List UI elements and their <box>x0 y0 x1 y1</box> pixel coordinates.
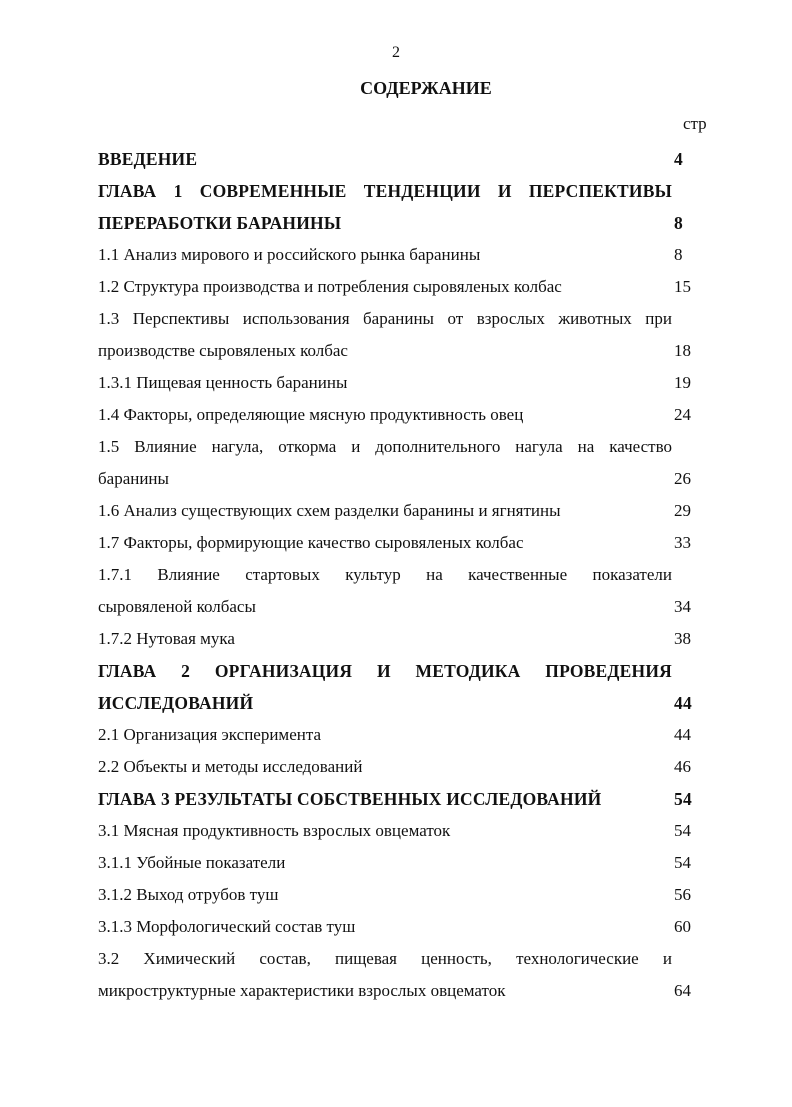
toc-entry-text: ГЛАВА 2 ОРГАНИЗАЦИЯ И МЕТОДИКА ПРОВЕДЕНИЯ <box>98 661 672 681</box>
page-number: 2 <box>392 44 400 61</box>
toc-page-number: 19 <box>674 373 691 392</box>
toc-entry-text: 1.7.2 Нутовая мука <box>98 629 235 648</box>
toc-entry-text: баранины <box>98 469 169 488</box>
toc-entry-text: 3.1 Мясная продуктивность взрослых овцематок <box>98 821 451 840</box>
table-of-contents <box>98 143 712 1007</box>
toc-page-number: 29 <box>674 501 691 520</box>
toc-page-number: 34 <box>674 597 691 616</box>
toc-page-number: 8 <box>674 245 683 264</box>
toc-section-line <box>98 815 712 847</box>
toc-entry-text: 3.1.1 Убойные показатели <box>98 853 286 872</box>
toc-entry-text: 1.5 Влияние нагула, откорма и дополнительного нагула на качество <box>98 437 672 456</box>
toc-entry-text: 1.7 Факторы, формирующие качество сыровяленых колбас <box>98 533 524 552</box>
toc-page-number: 54 <box>674 853 691 872</box>
toc-entry-text: 3.1.2 Выход отрубов туш <box>98 885 279 904</box>
toc-section-line <box>98 303 712 335</box>
toc-entry-text: 2.2 Объекты и методы исследований <box>98 757 363 776</box>
toc-section-line <box>98 463 712 495</box>
toc-chapter-line <box>98 655 712 687</box>
toc-entry-text: сыровяленой колбасы <box>98 597 256 616</box>
toc-page-number: 54 <box>674 789 692 809</box>
toc-entry-text: микроструктурные характеристики взрослых овцематок <box>98 981 506 1000</box>
toc-entry-text: 2.1 Организация эксперимента <box>98 725 322 744</box>
toc-entry-text: 1.7.1 Влияние стартовых культур на качественные показатели <box>98 565 672 584</box>
toc-section-line <box>98 239 712 271</box>
toc-page-number: 4 <box>674 149 683 169</box>
toc-page-number: 54 <box>674 821 691 840</box>
toc-chapter-line <box>98 175 712 207</box>
toc-chapter-line <box>98 143 712 175</box>
toc-page-number: 56 <box>674 885 691 904</box>
toc-page-number: 64 <box>674 981 691 1000</box>
toc-entry-text: 1.1 Анализ мирового и российского рынка баранины <box>98 245 481 264</box>
toc-section-line <box>98 911 712 943</box>
toc-section-line <box>98 367 712 399</box>
toc-page-number: 15 <box>674 277 691 296</box>
toc-section-line <box>98 879 712 911</box>
page-title: СОДЕРЖАНИЕ <box>360 78 492 98</box>
toc-entry-text: 1.2 Структура производства и потребления сыровяленых колбас <box>98 277 562 296</box>
toc-entry-text: 3.2 Химический состав, пищевая ценность, технологические и <box>98 949 672 968</box>
toc-entry-text: ПЕРЕРАБОТКИ БАРАНИНЫ <box>98 213 342 233</box>
toc-page-number: 18 <box>674 341 691 360</box>
toc-section-line <box>98 527 712 559</box>
toc-entry-text: ВВЕДЕНИЕ <box>98 149 198 169</box>
page-column-header: стр <box>683 114 707 133</box>
toc-section-line <box>98 943 712 975</box>
toc-page-number: 26 <box>674 469 691 488</box>
toc-section-line <box>98 271 712 303</box>
toc-entry-text: производстве сыровяленых колбас <box>98 341 348 360</box>
toc-entry-text: 1.3 Перспективы использования баранины от взрослых животных при <box>98 309 672 328</box>
toc-entry-text: ГЛАВА 1 СОВРЕМЕННЫЕ ТЕНДЕНЦИИ И ПЕРСПЕКТИВЫ <box>98 181 672 201</box>
toc-section-line <box>98 431 712 463</box>
toc-section-line <box>98 495 712 527</box>
toc-page-number: 44 <box>674 725 691 744</box>
toc-entry-text: 3.1.3 Морфологический состав туш <box>98 917 356 936</box>
toc-section-line <box>98 751 712 783</box>
toc-entry-text: 1.3.1 Пищевая ценность баранины <box>98 373 348 392</box>
toc-page-number: 38 <box>674 629 691 648</box>
toc-section-line <box>98 623 712 655</box>
toc-page-number: 44 <box>674 693 692 713</box>
toc-page-number: 60 <box>674 917 691 936</box>
toc-page-number: 33 <box>674 533 691 552</box>
toc-chapter-line <box>98 687 712 719</box>
toc-section-line <box>98 975 712 1007</box>
toc-entry-text: ИССЛЕДОВАНИЙ <box>98 693 254 713</box>
toc-chapter-line <box>98 207 712 239</box>
toc-section-line <box>98 559 712 591</box>
toc-section-line <box>98 335 712 367</box>
toc-entry-text: ГЛАВА 3 РЕЗУЛЬТАТЫ СОБСТВЕННЫХ ИССЛЕДОВАНИЙ <box>98 789 602 809</box>
toc-page-number: 46 <box>674 757 691 776</box>
toc-entry-text: 1.4 Факторы, определяющие мясную продуктивность овец <box>98 405 524 424</box>
toc-chapter-line <box>98 783 712 815</box>
toc-section-line <box>98 591 712 623</box>
toc-page-number: 24 <box>674 405 691 424</box>
toc-page-number: 8 <box>674 213 683 233</box>
toc-section-line <box>98 847 712 879</box>
toc-entry-text: 1.6 Анализ существующих схем разделки баранины и ягнятины <box>98 501 561 520</box>
toc-section-line <box>98 719 712 751</box>
toc-section-line <box>98 399 712 431</box>
